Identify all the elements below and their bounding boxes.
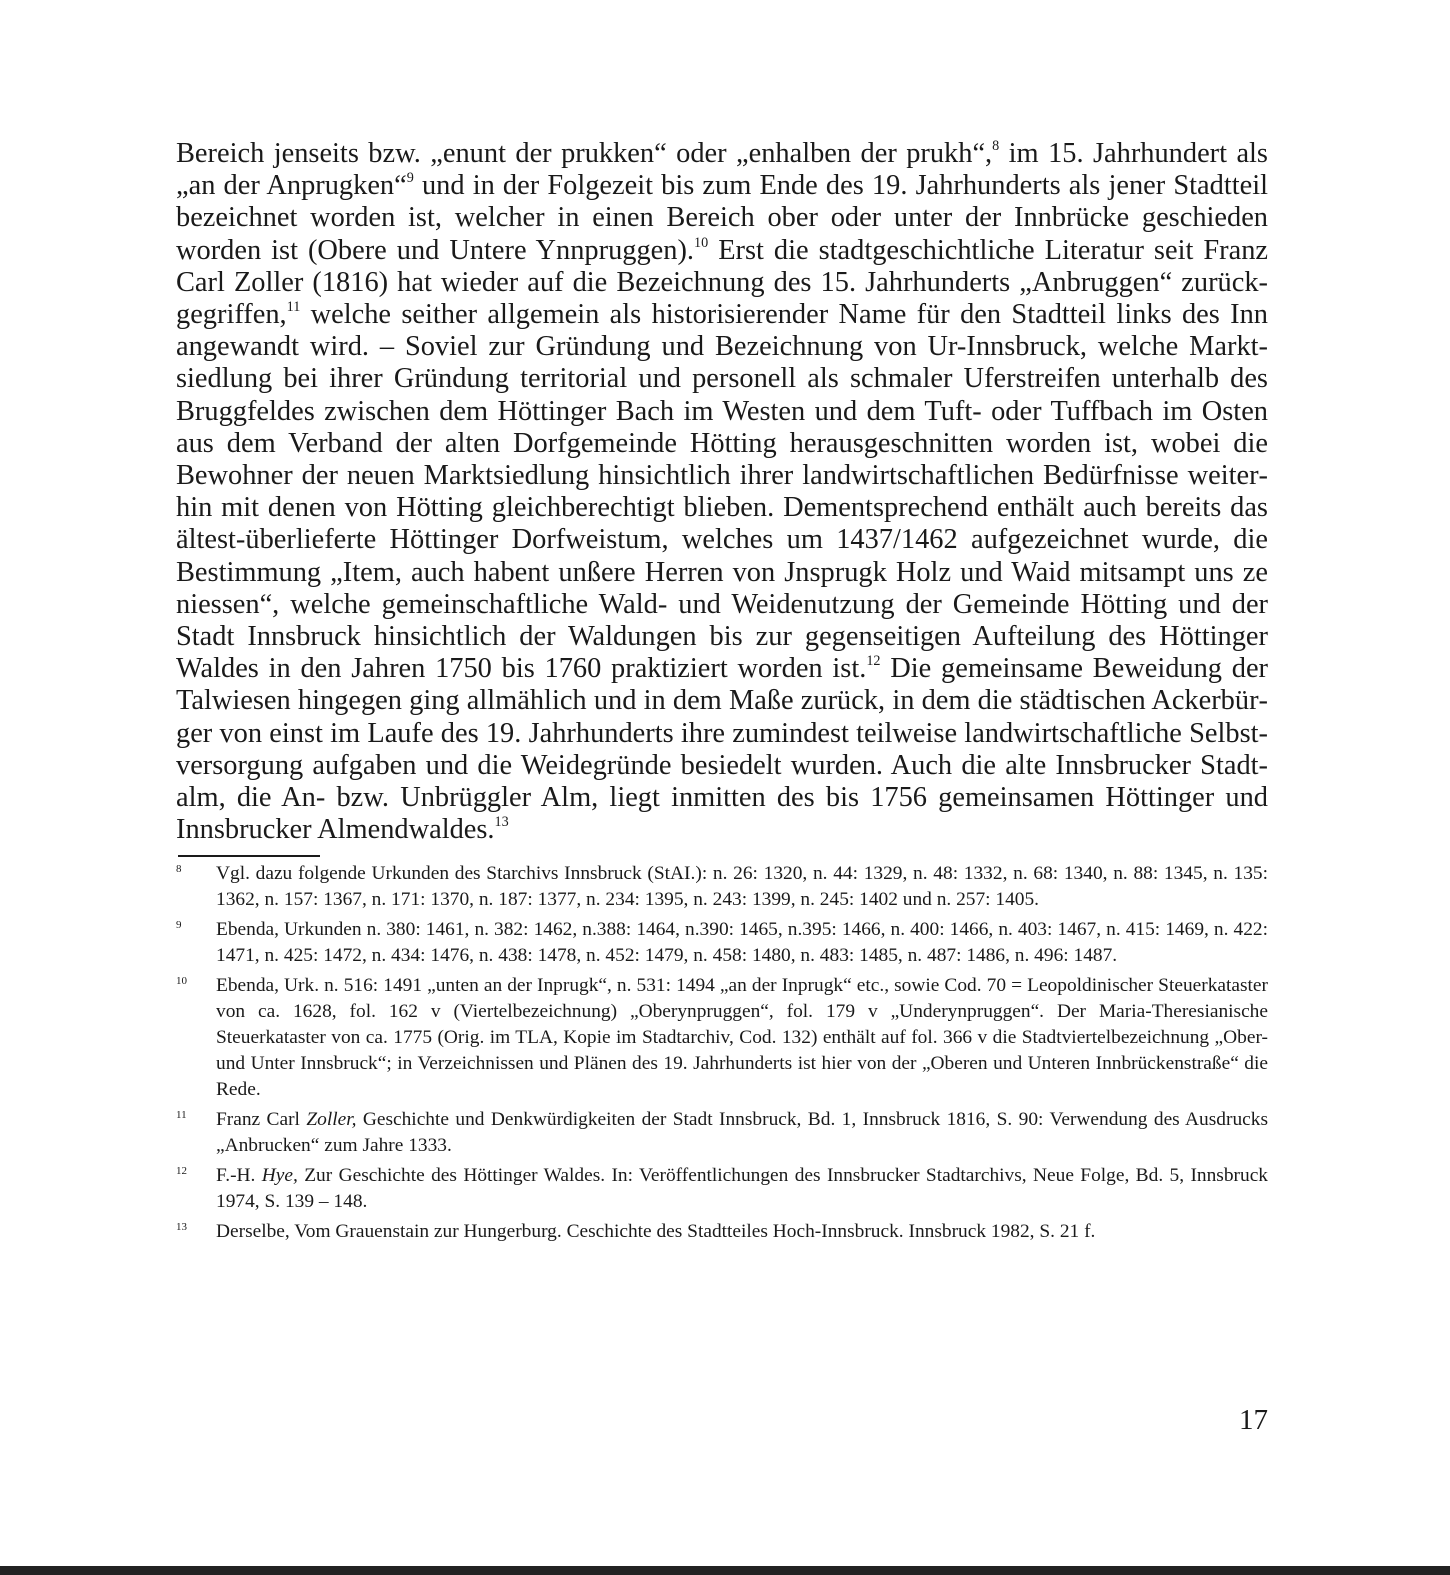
text-run: Franz Carl [216,1109,307,1130]
footnote-12 [176,1163,1268,1215]
page-number: 17 [1239,1404,1268,1436]
text-run: Derselbe, Vom Grauenstain zur Hungerburg. Ceschichte des Stadtteiles Hoch-Innsbruck. Innsbruck 1982, S. 21 f. [216,1221,1096,1242]
scan-edge [0,1566,1450,1575]
footnote-9 [176,917,1268,969]
footnote-reference: 13 [494,814,509,831]
footnote-reference: 11 [286,299,301,316]
footnote-reference: 9 [406,170,414,187]
body-text [176,138,1268,846]
text-run: Die gemeinsame Beweidung der Talwiesen hingegen ging allmählich und in dem Maße zurück, in dem die städtischen Ackerbürger von einst im Laufe des 19. Jahrhunderts ihre zumindest teilweise landwirtschaftliche Selbstversorgung aufgaben und die Weidegründe besiedelt wurden. Auch die alte Innsbrucker Stadtalm, die An- bzw. Unbrüggler Alm, liegt inmitten des bis 1756 gemeinsamen Höttinger und Innsbrucker Almendwaldes. [176,653,1268,846]
text-run: F.-H. [216,1165,262,1186]
footnote-10 [176,973,1268,1103]
footnote-text [216,1107,1268,1159]
footnote-text [216,1163,1268,1215]
footnote-reference: 8 [992,138,1000,155]
footnote-13 [176,1219,1268,1245]
footnote-text [216,917,1268,969]
footnote-text [216,1219,1268,1245]
footnote-number: 8 [176,863,182,875]
footnote-11 [176,1107,1268,1159]
text-run: Zur Geschichte des Höttinger Waldes. In: Veröffentlichungen des Innsbrucker Stadtarchivs, Neue Folge, Bd. 5, Innsbruck 1974, S. 139 – 148. [216,1165,1268,1212]
footnote-number: 13 [176,1221,187,1233]
text-run: Erst die stadtgeschichtliche Literatur seit Franz Carl Zoller (1816) hat wieder auf die Bezeichnung des 15. Jahrhunderts „Anbruggen“ zurückgegriffen, [176,234,1268,331]
text-run: und in der Folgezeit bis zum Ende des 19. Jahrhunderts als jener Stadtteil bezeichnet worden ist, welcher in einen Bereich ober oder unter der Innbrücke geschieden worden ist (Obere und Untere Ynnpruggen). [176,170,1268,266]
text-run: Ebenda, Urkunden n. 380: 1461, n. 382: 1462, n.388: 1464, n.390: 1465, n.395: 1466, n. 400: 1466, n. 403: 1467, n. 415: 1469, n. 422: 1471, n. 425: 1472, n. 434: 1476, n. 438: 1478, n. 452: 1479, n. 458: 1480, n. 483: 1485, n. 487: 1486, n. 496: 1487. [216,919,1268,966]
footnote-8 [176,861,1268,913]
footnote-number: 12 [176,1165,187,1177]
footnote-reference: 10 [694,234,709,251]
text-run: welche seither allgemein als historisierender Name für den Stadtteil links des Inn angewandt wird. – Soviel zur Gründung und Bezeichnung von Ur-Innsbruck, welche Marktsiedlung bei ihrer Gründung territorial und personell als schmaler Uferstreifen unterhalb des Bruggfeldes zwischen dem Höttinger Bach im Westen und dem Tuft- oder Tuffbach im Osten aus dem Verband der alten Dorfgemeinde Hötting herausgeschnitten worden ist, wobei die Bewohner der neuen Marktsiedlung hinsichtlich ihrer landwirtschaftlichen Bedürfnisse weiterhin mit denen von Hötting gleichberechtigt blieben. Dementsprechend enthält auch bereits das ältest-überlieferte Höttinger Dorfweistum, welches um 1437/1462 aufgezeichnet wurde, die Bestimmung „Item, auch habent unßere Herren von Jnsprugk Holz und Waid mitsampt uns ze niessen“, welche gemeinschaftliche Wald- und Weidenutzung der Gemeinde Hötting und der Stadt Innsbruck hinsichtlich der Waldungen bis zur gegenseitigen Aufteilung des Höttinger Waldes in den Jahren 1750 bis 1760 praktiziert worden ist. [176,299,1268,685]
footnote-number: 10 [176,975,187,987]
text-run: Geschichte und Denkwürdigkeiten der Stadt Innsbruck, Bd. 1, Innsbruck 1816, S. 90: Verwendung des Ausdrucks „Anbrucken“ zum Jahre 1333. [216,1109,1268,1156]
footnote-separator [178,855,320,857]
footnote-text [216,861,1268,913]
text-run: Vgl. dazu folgende Urkunden des Starchivs Innsbruck (StAI.): n. 26: 1320, n. 44: 1329, n. 48: 1332, n. 68: 1340, n. 88: 1345, n. 135: 1362, n. 157: 1367, n. 171: 1370, n. 187: 1377, n. 234: 1395, n. 243: 1399, n. 245: 1402 und n. 257: 1405. [216,863,1268,910]
footnote-reference: 12 [866,653,881,670]
author-name: Hye, [261,1165,298,1186]
text-run: Ebenda, Urk. n. 516: 1491 „unten an der Inprugk“, n. 531: 1494 „an der Inprugk“ etc., sowie Cod. 70 = Leopoldinischer Steuerkataster von ca. 1628, fol. 162 v (Viertelbezeichnung) „Oberynpruggen“, fol. 179 v „Underynpruggen“. Der Maria-Theresianische Steuerkataster von ca. 1775 (Orig. im TLA, Kopie im Stadtarchiv, Cod. 132) enthält auf fol. 366 v die Stadtviertelbezeichnung „Ober- und Unter Innsbruck“; in Verzeichnissen und Plänen des 19. Jahrhunderts ist hier von der „Oberen und Unteren Innbrückenstraße“ die Rede. [216,975,1268,1100]
footnote-number: 9 [176,919,182,931]
footnote-number: 11 [176,1109,187,1121]
author-name: Zoller, [306,1109,357,1130]
text-run: im 15. Jahrhundert als „an der Anprugken“ [176,138,1268,202]
text-run: Bereich jenseits bzw. „enunt der prukken“ oder „enhalben der prukh“, [176,138,993,169]
footnote-text [216,973,1268,1103]
footnote-list [176,861,1268,1249]
